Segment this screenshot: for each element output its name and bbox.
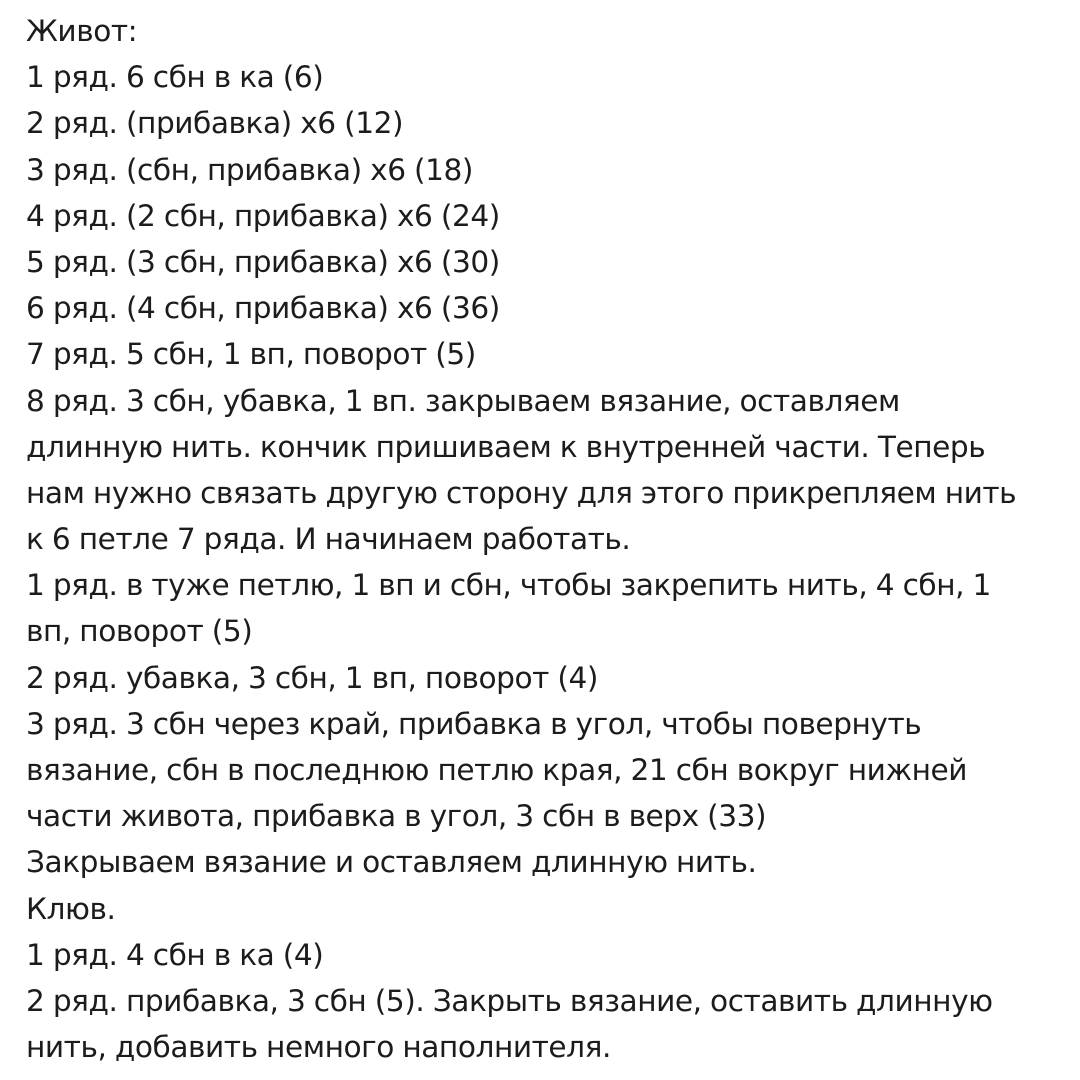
text-line: 2 ряд. прибавка, 3 сбн (5). Закрыть вязание, оставить длинную bbox=[26, 983, 993, 1018]
text-line: 6 ряд. (4 сбн, прибавка) х6 (36) bbox=[26, 291, 500, 326]
heading-belly: Живот: bbox=[26, 14, 138, 48]
text-line: 7 ряд. 5 сбн, 1 вп, поворот (5) bbox=[26, 337, 476, 372]
text-line: нить, добавить немного наполнителя. bbox=[26, 1030, 611, 1065]
text-line: 1 ряд. 4 сбн в ка (4) bbox=[26, 937, 324, 972]
heading-beak: Клюв. bbox=[26, 891, 116, 926]
text-line: 2 ряд. убавка, 3 сбн, 1 вп, поворот (4) bbox=[26, 660, 598, 695]
text-line: к 6 петле 7 ряда. И начинаем работать. bbox=[26, 522, 631, 557]
text-line: 1 ряд. 6 сбн в ка (6) bbox=[26, 60, 324, 95]
text-line: 4 ряд. (2 сбн, прибавка) х6 (24) bbox=[26, 198, 500, 233]
text-line: части живота, прибавка в угол, 3 сбн в верх (33) bbox=[26, 799, 767, 834]
text-line: 5 ряд. (3 сбн, прибавка) х6 (30) bbox=[26, 244, 500, 279]
text-line: 3 ряд. (сбн, прибавка) х6 (18) bbox=[26, 152, 473, 187]
text-line: вп, поворот (5) bbox=[26, 614, 253, 649]
text-line: 2 ряд. (прибавка) х6 (12) bbox=[26, 106, 404, 141]
text-line: 3 ряд. 3 сбн через край, прибавка в угол, чтобы повернуть bbox=[26, 706, 922, 741]
text-line: 8 ряд. 3 сбн, убавка, 1 вп. закрываем вязание, оставляем bbox=[26, 383, 900, 418]
text-line: 1 ряд. в туже петлю, 1 вп и сбн, чтобы закрепить нить, 4 сбн, 1 bbox=[26, 568, 991, 603]
text-line: длинную нить. кончик пришиваем к внутренней части. Теперь bbox=[26, 429, 986, 464]
document-text bbox=[26, 8, 1070, 1070]
text-line: вязание, сбн в последнюю петлю края, 21 сбн вокруг нижней bbox=[26, 753, 968, 787]
text-line: Закрываем вязание и оставляем длинную нить. bbox=[26, 845, 757, 880]
text-line: нам нужно связать другую сторону для этого прикрепляем нить bbox=[26, 475, 1017, 510]
